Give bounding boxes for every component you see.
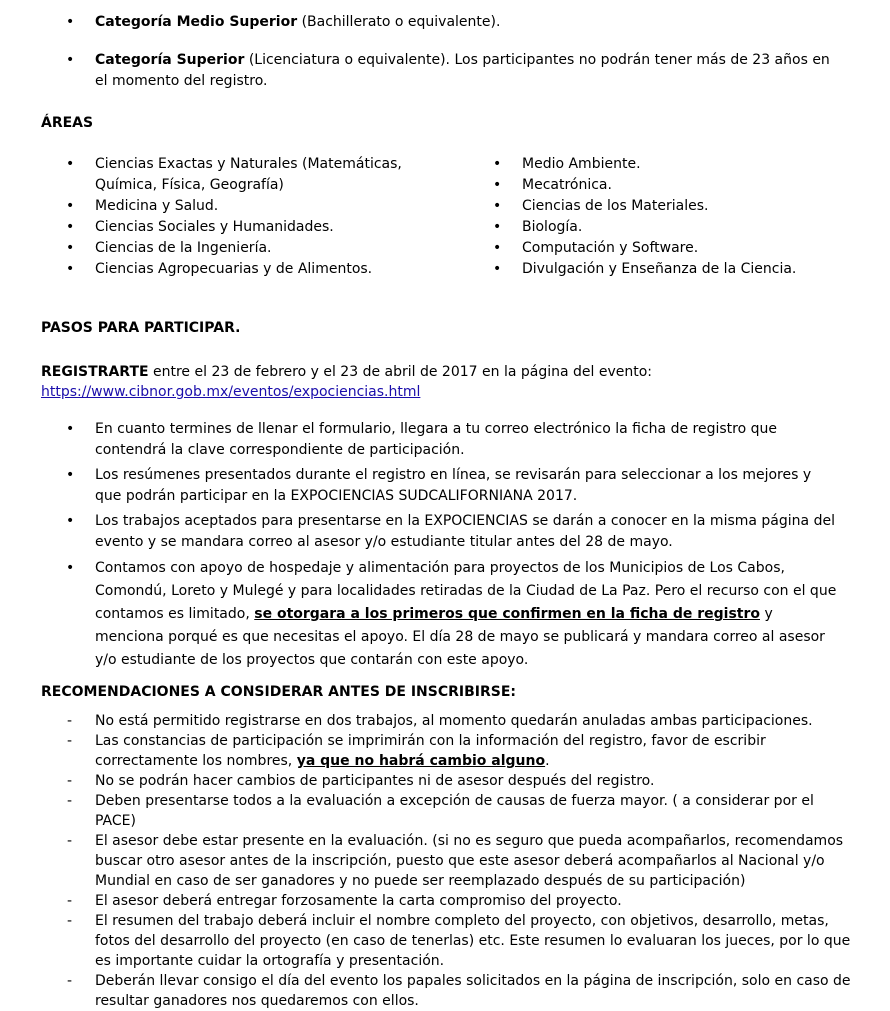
list-item: • Medio Ambiente. [468,154,868,175]
register-label: REGISTRARTE [41,364,149,380]
areas-left-list [41,154,431,280]
apoyo-emphasis: se otorgara a los primeros que confirmen en la ficha de registro [254,606,760,622]
list-item: • En cuanto termines de llenar el formulario, llegara a tu correo electrónico la ficha de registro que contendrá la clave correspondiente de participación. [41,419,841,461]
list-item [41,731,851,771]
category-name: Categoría Medio Superior [95,14,298,30]
list-item: • Mecatrónica. [468,175,868,196]
list-item: - No está permitido registrarse en dos trabajos, al momento quedarán anuladas ambas participaciones. [41,711,851,731]
list-item [41,12,841,33]
list-item: • Medicina y Salud. [41,196,431,217]
list-item: • Los resúmenes presentados durante el registro en línea, se revisarán para seleccionar a los mejores y que podrán participar en la EXPOCIENCIAS SUDCALIFORNIANA 2017. [41,465,841,507]
list-item: - El asesor debe estar presente en la evaluación. (si no es seguro que pueda acompañarlos, recomendamos buscar otro asesor antes de la inscripción, puesto que este asesor deberá acompañarlos al Nacional y/o Mundial en caso de ser ganadores y no puede ser reemplazado después de su participación) [41,831,851,891]
recs-heading: RECOMENDACIONES A CONSIDERAR ANTES DE INSCRIBIRSE: [41,684,517,700]
recs-list [41,711,851,1011]
list-item: - El resumen del trabajo deberá incluir el nombre completo del proyecto, con objetivos, desarrollo, metas, fotos del desarrollo del proyecto (en caso de tenerlas) etc. Este resumen lo evaluaran los jueces, por lo que es importante cuidar la ortografía y presentación. [41,911,851,971]
category-desc: (Bachillerato o equivalente). [301,14,501,30]
category-list [41,12,841,92]
list-item: - El asesor deberá entregar forzosamente la carta compromiso del proyecto. [41,891,851,911]
list-item [41,557,841,672]
list-item: • Computación y Software. [468,238,868,259]
list-item: - No se podrán hacer cambios de participantes ni de asesor después del registro. [41,771,851,791]
list-item: - Deberán llevar consigo el día del evento los papales solicitados en la página de inscripción, solo en caso de resultar ganadores nos quedaremos con ellos. [41,971,851,1011]
rec-text: Las constancias de participación se imprimirán con la información del registro, favor de escribir correctamente los nombres, [95,733,766,769]
register-text: entre el 23 de febrero y el 23 de abril de 2017 en la página del evento: [148,364,653,380]
list-item: • Ciencias Agropecuarias y de Alimentos. [41,259,431,280]
apoyo-text: Contamos con apoyo de hospedaje y alimentación para proyectos de los Municipios de Los Cabos, Comondú, Loreto y Mulegé y para localidades retiradas de la Ciudad de La Paz. Pero el recurso con el que contamos es limitado, [95,560,837,622]
category-desc: (Licenciatura o equivalente). Los participantes no podrán tener más de 23 años en el momento del registro. [95,52,830,89]
rec-emphasis: ya que no habrá cambio alguno [296,753,546,769]
category-name: Categoría Superior [95,52,245,68]
areas-heading: ÁREAS [41,115,94,131]
list-item: • Biología. [468,217,868,238]
list-item: • Ciencias Sociales y Humanidades. [41,217,431,238]
list-item: • Ciencias de los Materiales. [468,196,868,217]
apoyo-text-end: y menciona porqué es que necesitas el apoyo. El día 28 de mayo se publicará y mandara correo al asesor y/o estudiante de los proyectos que contarán con este apoyo. [95,606,825,668]
list-item: • Los trabajos aceptados para presentarse en la EXPOCIENCIAS se darán a conocer en la misma página del evento y se mandara correo al asesor y/o estudiante titular antes del 28 de mayo. [41,511,841,553]
list-item: • Ciencias de la Ingeniería. [41,238,431,259]
pasos-heading: PASOS PARA PARTICIPAR. [41,320,241,336]
rec-text-end: . [545,753,550,769]
list-item: - Deben presentarse todos a la evaluación a excepción de causas de fuerza mayor. ( a considerar por el PACE) [41,791,851,831]
register-paragraph [41,362,861,402]
pasos-list [41,419,841,672]
list-item [41,50,841,92]
areas-right-list [468,154,868,280]
list-item: • Ciencias Exactas y Naturales (Matemáticas, Química, Física, Geografía) [41,154,431,196]
list-item: • Divulgación y Enseñanza de la Ciencia. [468,259,868,280]
event-link[interactable]: https://www.cibnor.gob.mx/eventos/expociencias.html [41,384,421,400]
